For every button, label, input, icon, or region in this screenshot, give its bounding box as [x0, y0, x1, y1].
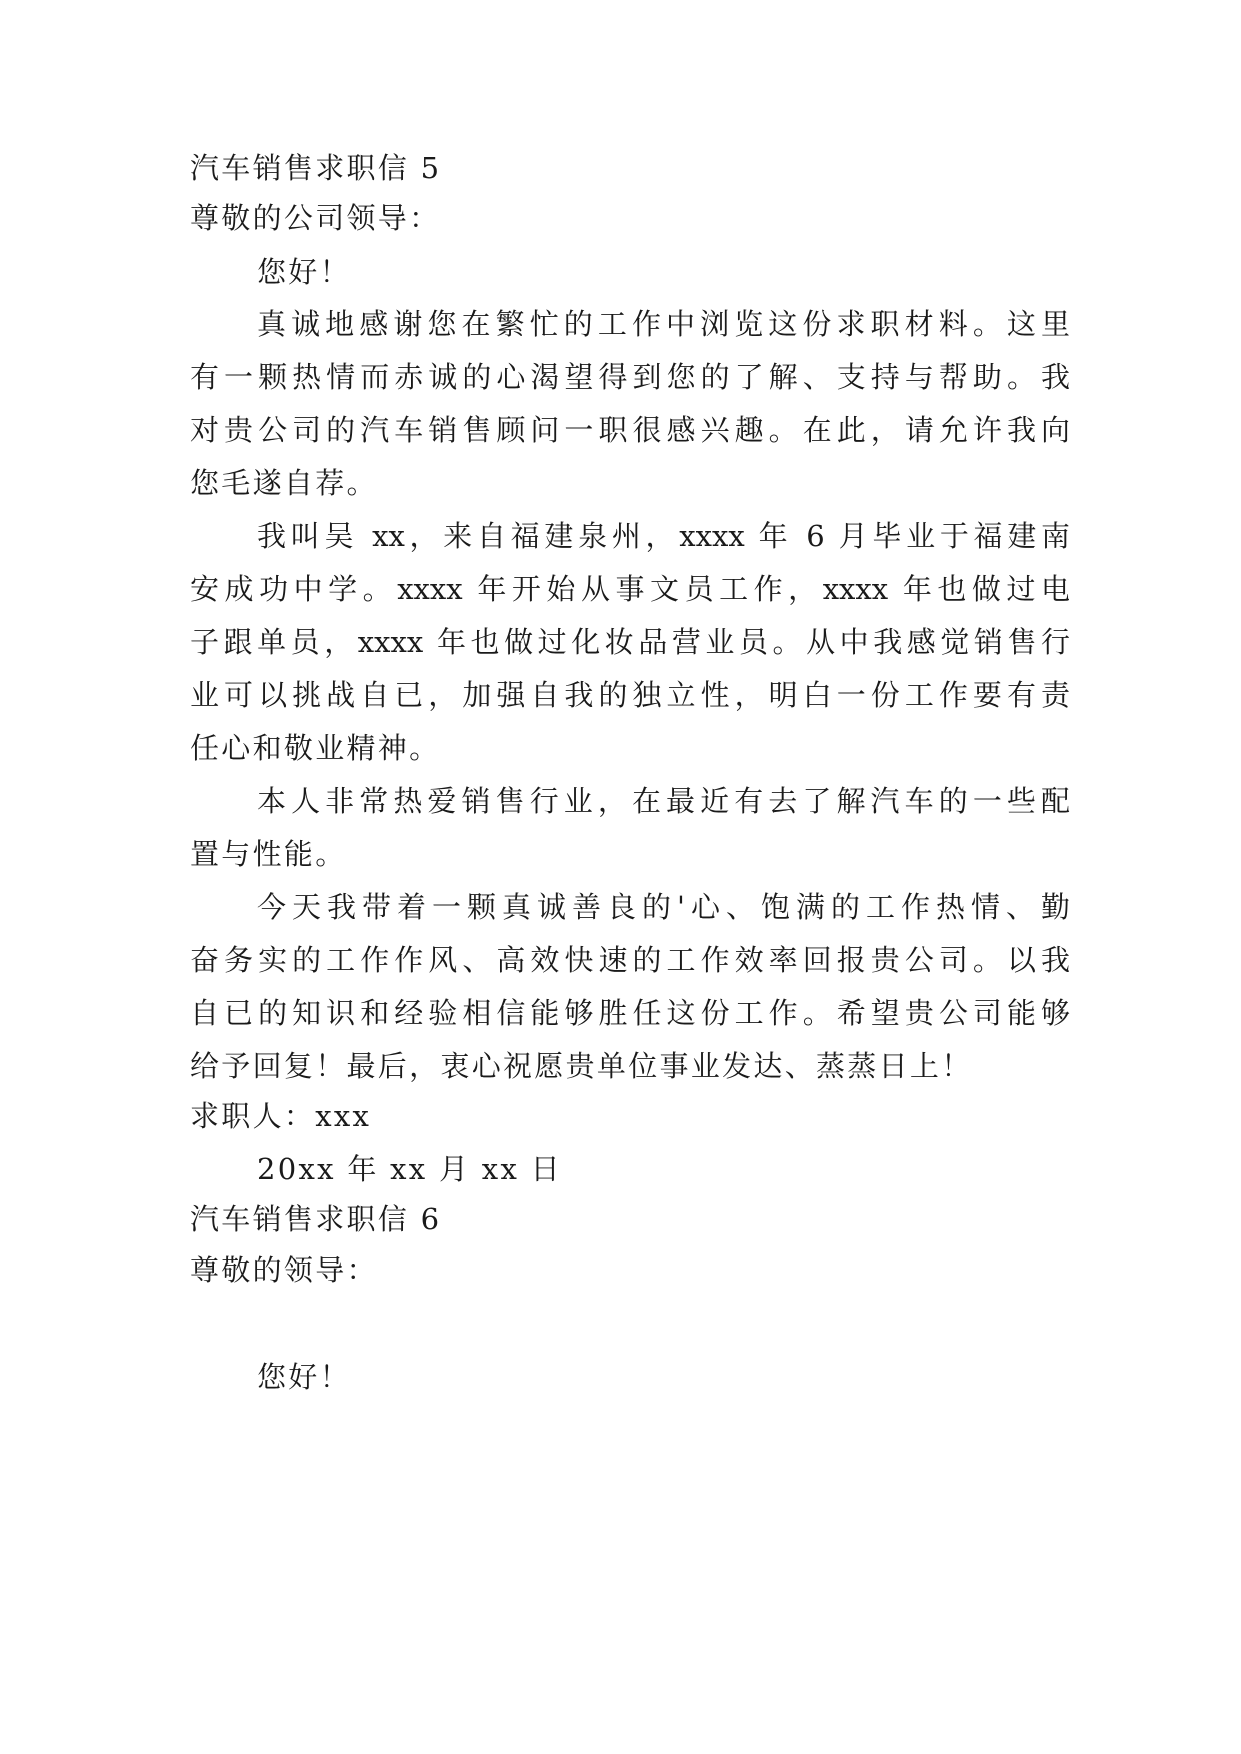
letter-5-p1-line-2: 有一颗热情而赤诚的心渴望得到您的了解、支持与帮助。我 [190, 360, 1070, 394]
letter-5-title: 汽车销售求职信 5 [190, 151, 442, 185]
letter-5-p1-line-1: 真诚地感谢您在繁忙的工作中浏览这份求职材料。这里 [257, 307, 1070, 341]
letter-5-p4-line-1: 今天我带着一颗真诚善良的'心、饱满的工作热情、勤 [257, 890, 1070, 924]
letter-5-p1-line-3: 对贵公司的汽车销售顾问一职很感兴趣。在此，请允许我向 [190, 413, 1070, 447]
letter-5-p4-line-4: 给予回复！最后，衷心祝愿贵单位事业发达、蒸蒸日上！ [190, 1049, 973, 1083]
letter-5-date: 20xx 年 xx 月 xx 日 [257, 1152, 562, 1186]
letter-5-p3-line-1: 本人非常热爱销售行业，在最近有去了解汽车的一些配 [257, 784, 1070, 818]
letter-5-p4-line-3: 自已的知识和经验相信能够胜任这份工作。希望贵公司能够 [190, 996, 1070, 1030]
letter-5-greeting: 您好！ [257, 255, 351, 289]
letter-6-salutation: 尊敬的领导： [190, 1253, 378, 1287]
letter-6-title: 汽车销售求职信 6 [190, 1202, 442, 1236]
letter-5-salutation: 尊敬的公司领导： [190, 201, 441, 235]
letter-5-p1-line-4: 您毛遂自荐。 [190, 466, 378, 500]
letter-5-p3-line-2: 置与性能。 [190, 837, 347, 871]
letter-5-p4-line-2: 奋务实的工作作风、高效快速的工作效率回报贵公司。以我 [190, 943, 1070, 977]
letter-6-greeting: 您好！ [257, 1360, 351, 1394]
letter-5-signer: 求职人：xxx [190, 1099, 372, 1133]
letter-5-p2-line-4: 业可以挑战自已，加强自我的独立性，明白一份工作要有责 [190, 678, 1070, 712]
letter-5-p2-line-1: 我叫吴 xx，来自福建泉州，xxxx 年 6 月毕业于福建南 [257, 519, 1070, 553]
letter-5-p2-line-5: 任心和敬业精神。 [190, 731, 441, 765]
letter-5-p2-line-2: 安成功中学。xxxx 年开始从事文员工作，xxxx 年也做过电 [190, 572, 1070, 606]
letter-5-p2-line-3: 子跟单员，xxxx 年也做过化妆品营业员。从中我感觉销售行 [190, 625, 1070, 659]
